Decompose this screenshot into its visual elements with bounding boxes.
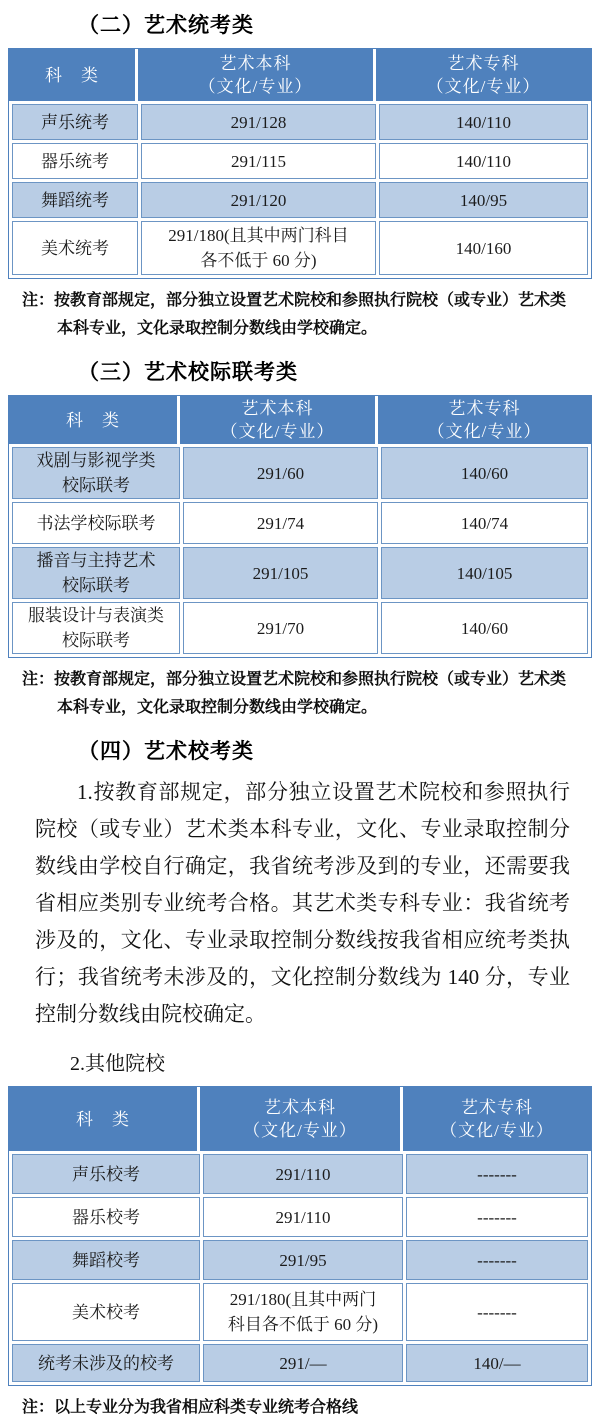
unified-exam-table: [8, 48, 592, 279]
cell-line: 各不低于 60 分): [200, 251, 317, 270]
cell-line: 291/128: [230, 112, 287, 132]
bachelor-score-cell: [203, 1240, 403, 1280]
college-score-cell: [406, 1154, 588, 1194]
cell-line: 美术校考: [72, 1302, 140, 1322]
cell-line: 播音与主持艺术: [36, 551, 156, 570]
header-sublabel: （文化/专业）: [220, 422, 335, 441]
cell-line: 140/60: [460, 463, 509, 483]
table-header-row: [9, 396, 591, 444]
cell-line: -------: [477, 1207, 517, 1227]
header-sublabel: （文化/专业）: [427, 422, 542, 441]
table-row: [12, 1283, 588, 1341]
header-college-cell: [378, 396, 591, 444]
cell-line: 291/110: [275, 1164, 331, 1184]
note-joint-exam: [22, 666, 580, 722]
college-score-cell: [379, 221, 588, 275]
header-label: 艺术本科: [241, 399, 314, 418]
cell-line: 140/110: [455, 112, 512, 132]
note-unified-exam: [22, 287, 580, 343]
category-cell: [12, 1240, 200, 1280]
college-score-cell: [381, 447, 588, 499]
cell-line: 291/105: [252, 563, 309, 583]
note-prefix: 注：: [22, 292, 55, 309]
header-college-cell: [376, 49, 591, 101]
cell-line: 140/160: [455, 238, 512, 258]
college-score-cell: [381, 547, 588, 599]
cell-line: 统考未涉及的校考: [38, 1353, 174, 1373]
category-cell: [12, 221, 138, 275]
table-row: [12, 1240, 588, 1280]
header-category-cell: [9, 396, 177, 444]
bachelor-score-cell: [183, 447, 378, 499]
school-exam-table: [8, 1086, 592, 1386]
school-exam-paragraph: 1.按教育部规定，部分独立设置艺术院校和参照执行院校（或专业）艺术类本科专业，文化、专业录取控制分数线由学校自行确定，我省统考涉及到的专业，还需要我省相应类别专业统考合格。其艺术类专科专业：我省统考涉及的，文化、专业录取控制分数线按我省相应统考类执行；我省统考未涉及的，文化控制分数线为 140 分，专业控制分数线由院校确定。: [35, 780, 570, 1026]
table-row: [12, 104, 588, 140]
section-title-joint-exam: （三）艺术校际联考类: [78, 361, 298, 384]
bachelor-score-cell: [183, 602, 378, 654]
cell-line: 291/110: [275, 1207, 331, 1227]
college-score-cell: [406, 1344, 588, 1382]
header-bachelor-cell: [138, 49, 373, 101]
header-label: 艺术本科: [264, 1098, 336, 1117]
cell-line: 校际联考: [62, 476, 130, 495]
cell-line: 戏剧与影视学类: [36, 451, 156, 470]
header-category-cell: [9, 1087, 197, 1151]
college-score-cell: [406, 1240, 588, 1280]
table-row: [12, 447, 588, 499]
college-score-cell: [381, 602, 588, 654]
header-label: 艺术专科: [447, 54, 520, 73]
table-body: [9, 1151, 591, 1385]
cell-line: 140/95: [459, 190, 508, 210]
header-sublabel: （文化/专业）: [426, 77, 541, 96]
cell-line: 舞蹈统考: [41, 190, 109, 210]
bachelor-score-cell: [141, 104, 376, 140]
cell-line: 291/115: [230, 151, 287, 171]
note-text: 按教育部规定，部分独立设置艺术院校和参照执行院校（或专业）艺术类本科专业，文化录取控制分数线由学校确定。: [54, 292, 567, 337]
cell-line: 校际联考: [62, 576, 130, 595]
table-body: [9, 444, 591, 657]
table-row: [12, 143, 588, 179]
table-body: [9, 101, 591, 278]
note-pass-line: [22, 1394, 580, 1422]
category-cell: [12, 1283, 200, 1341]
bachelor-score-cell: [141, 182, 376, 218]
category-cell: [12, 182, 138, 218]
cell-line: 140/—: [473, 1353, 521, 1373]
header-label: 艺术本科: [219, 54, 292, 73]
table-row: [12, 502, 588, 544]
header-sublabel: （文化/专业）: [440, 1121, 554, 1140]
cell-line: 291/95: [279, 1250, 327, 1270]
cell-line: 书法学校际联考: [36, 513, 156, 533]
cell-line: 舞蹈校考: [72, 1250, 140, 1270]
joint-exam-table: [8, 395, 592, 658]
cell-line: -------: [477, 1164, 517, 1184]
header-college-cell: [403, 1087, 591, 1151]
header-bachelor-cell: [180, 396, 375, 444]
bachelor-score-cell: [203, 1154, 403, 1194]
note-prefix: 注：: [22, 1399, 55, 1416]
header-sublabel: （文化/专业）: [198, 77, 313, 96]
header-label: 艺术专科: [448, 399, 521, 418]
header-label: 艺术专科: [461, 1098, 533, 1117]
cell-line: 291/60: [256, 463, 305, 483]
table-row: [12, 547, 588, 599]
note-text: 按教育部规定，部分独立设置艺术院校和参照执行院校（或专业）艺术类本科专业，文化录取控制分数线由学校确定。: [54, 671, 567, 716]
section-title-unified-exam: （二）艺术统考类: [78, 14, 254, 37]
category-cell: [12, 1197, 200, 1237]
table-row: [12, 182, 588, 218]
cell-line: 291/—: [279, 1353, 327, 1373]
section-title-school-exam: （四）艺术校考类: [78, 740, 254, 763]
cell-line: -------: [477, 1302, 517, 1322]
college-score-cell: [379, 182, 588, 218]
bachelor-score-cell: [183, 547, 378, 599]
cell-line: 291/120: [230, 190, 287, 210]
note-text: 以上专业分为我省相应科类专业统考合格线: [54, 1399, 359, 1416]
cell-line: 291/180(且其中两门科目: [168, 226, 349, 245]
cell-line: 美术统考: [41, 238, 109, 258]
college-score-cell: [379, 104, 588, 140]
subheading-other-schools: 2.其他院校: [70, 1053, 165, 1075]
table-row: [12, 1197, 588, 1237]
cell-line: 服装设计与表演类: [28, 606, 164, 625]
header-category-cell: [9, 49, 135, 101]
college-score-cell: [379, 143, 588, 179]
header-label: 科 类: [66, 410, 120, 430]
cell-line: 291/74: [256, 513, 305, 533]
bachelor-score-cell: [141, 221, 376, 275]
cell-line: 140/110: [455, 151, 512, 171]
college-score-cell: [381, 502, 588, 544]
cell-line: 291/70: [256, 618, 305, 638]
cell-line: 140/105: [456, 563, 513, 583]
category-cell: [12, 547, 180, 599]
header-label: 科 类: [76, 1109, 130, 1129]
cell-line: 声乐校考: [72, 1164, 140, 1184]
cell-line: 声乐统考: [41, 112, 109, 132]
table-header-row: [9, 1087, 591, 1151]
header-sublabel: （文化/专业）: [243, 1121, 357, 1140]
cell-line: 校际联考: [62, 631, 130, 650]
category-cell: [12, 447, 180, 499]
header-label: 科 类: [45, 65, 99, 85]
college-score-cell: [406, 1197, 588, 1237]
header-bachelor-cell: [200, 1087, 400, 1151]
bachelor-score-cell: [141, 143, 376, 179]
table-row: [12, 1344, 588, 1382]
bachelor-score-cell: [183, 502, 378, 544]
cell-line: 140/60: [460, 618, 509, 638]
cell-line: 器乐校考: [72, 1207, 140, 1227]
bachelor-score-cell: [203, 1344, 403, 1382]
category-cell: [12, 502, 180, 544]
table-row: [12, 221, 588, 275]
table-row: [12, 602, 588, 654]
cell-line: 科目各不低于 60 分): [227, 1315, 379, 1334]
category-cell: [12, 602, 180, 654]
category-cell: [12, 143, 138, 179]
table-row: [12, 1154, 588, 1194]
category-cell: [12, 1344, 200, 1382]
bachelor-score-cell: [203, 1283, 403, 1341]
category-cell: [12, 1154, 200, 1194]
table-header-row: [9, 49, 591, 101]
cell-line: -------: [477, 1250, 517, 1270]
cell-line: 器乐统考: [41, 151, 109, 171]
cell-line: 291/180(且其中两门: [229, 1290, 377, 1309]
note-prefix: 注：: [22, 671, 55, 688]
college-score-cell: [406, 1283, 588, 1341]
cell-line: 140/74: [460, 513, 509, 533]
category-cell: [12, 104, 138, 140]
bachelor-score-cell: [203, 1197, 403, 1237]
